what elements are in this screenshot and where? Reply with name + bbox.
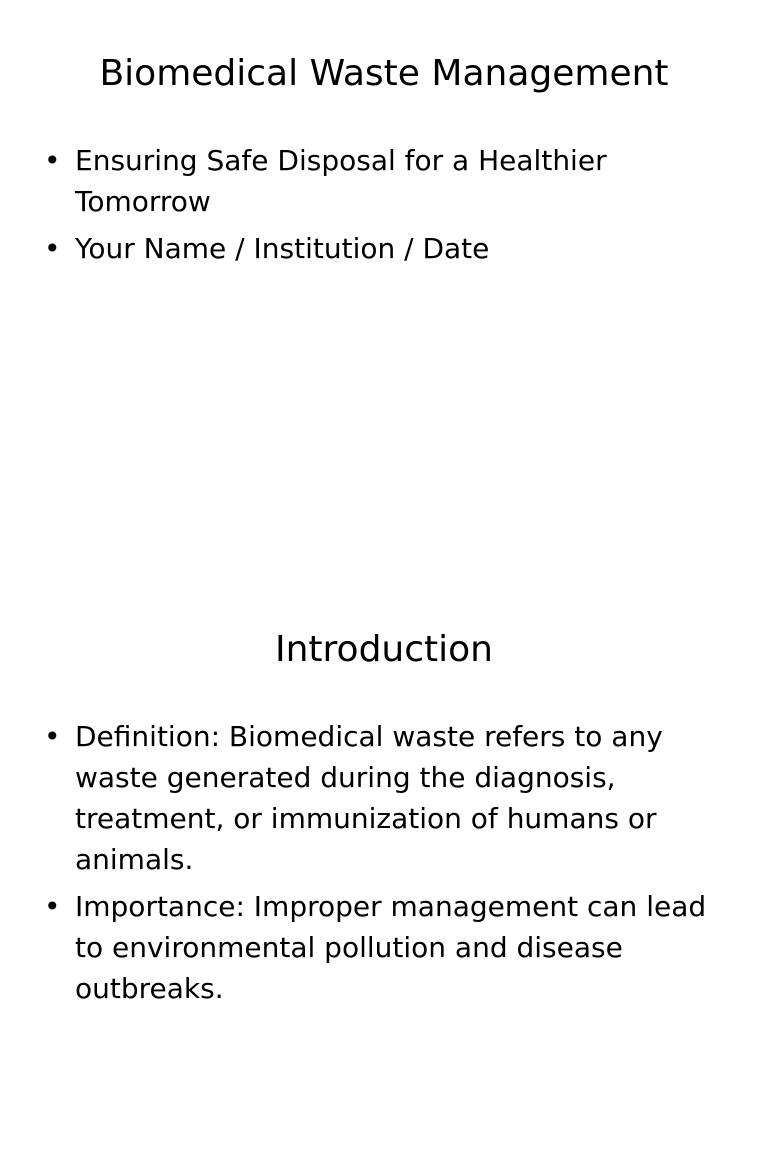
- bullet-icon: •: [44, 890, 61, 923]
- bullet-text: Your Name / Institution / Date: [75, 232, 490, 265]
- bullet-item-author: [38, 228, 718, 269]
- slide-introduction: [0, 576, 768, 1152]
- bullet-text: Definition: Biomedical waste refers to any waste generated during the diagnosis, treatment, or immunization of humans or animals.: [75, 720, 663, 876]
- slide-title: Introduction: [274, 629, 493, 670]
- bullet-text: Ensuring Safe Disposal for a Healthier Tomorrow: [75, 144, 607, 218]
- bullet-item-definition: [38, 716, 718, 880]
- bullet-item-subtitle: [38, 140, 718, 222]
- bullet-list: [38, 716, 718, 1015]
- bullet-list: [38, 140, 718, 275]
- bullet-text: Importance: Improper management can lead to environmental pollution and disease outbreaks.: [75, 890, 707, 1005]
- bullet-item-importance: [38, 886, 718, 1009]
- bullet-icon: •: [44, 720, 61, 753]
- bullet-icon: •: [44, 144, 61, 177]
- slide-title: Biomedical Waste Management: [99, 53, 669, 94]
- bullet-icon: •: [44, 232, 61, 265]
